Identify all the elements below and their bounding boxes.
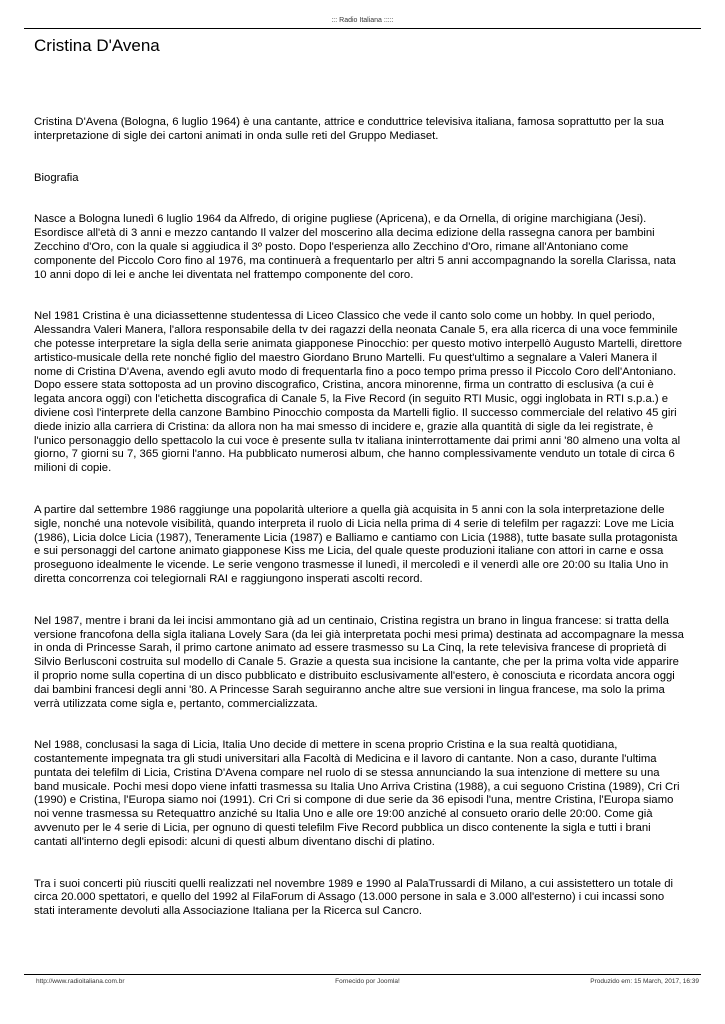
body-paragraph-4: Nel 1987, mentre i brani da lei incisi ammontano già ad un centinaio, Cristina registra un brano in lingua francese: si tratta della versione francofona della sigla italiana Lovely Sara (da lei già interpretata pochi mesi prima) destinata ad accompagnare la messa in onda di Princesse Sarah, il primo cartone animato ad essere trasmesso su La Cinq, la rete televisiva francese di proprietà di Silvio Berlusconi costruita sul modello di Canale 5. Grazie a questa sua incisione la cantante, che per la prima volta vide apparire il proprio nome sulla copertina di un disco pubblicato e distribuito esclusivamente all'estero, è conosciuta e ricordata ancora oggi dai bambini francesi degli anni '80. A Princesse Sarah seguiranno anche altre sue versioni in lingua francese, ma solo la prima verrà utilizzata come sigla e, pertanto, commercializzata. [34, 614, 684, 710]
header-divider [24, 28, 701, 29]
body-paragraph-2: Nel 1981 Cristina è una diciassettenne studentessa di Liceo Classico che vede il canto solo come un hobby. In quel periodo, Alessandra Valeri Manera, l'allora responsabile della tv dei ragazzi della neonata Canale 5, era alla ricerca di una voce femminile che potesse interpretare la sigla della serie animata giapponese Pinocchio: per questo motivo interpellò Augusto Martelli, direttore artistico-musicale della rete nonché figlio del maestro Giordano Bruno Martelli. Fu quest'ultimo a segnalare a Valeri Manera il nome di Cristina D'Avena, avendo egli avuto modo di frequentarla fino a poco tempo prima presso il Piccolo Coro dell'Antoniano. Dopo essere stata sottoposta ad un provino discografico, Cristina, ancora minorenne, firma un contratto di esclusiva (a cui è legata ancora oggi) con l'etichetta discografica di Canale 5, la Five Record (in seguito RTI Music, oggi inglobata in RTI s.p.a.) e diviene così l'interprete della canzone Bambino Pinocchio composta da Martelli figlio. Il successo commerciale del relativo 45 giri diede inizio alla carriera di Cristina: da allora non ha mai smesso di incidere e, grazie alla quantità di sigle da lei registrate, è l'unico personaggio dello spettacolo la cui voce è presente sulla tv italiana ininterrottamente dai primi anni '80 almeno una volta al giorno, 7 giorni su 7, 365 giorni l'anno. Ha pubblicato numerosi album, che hanno complessivamente venduto un totale di circa 6 milioni di copie. [34, 310, 683, 475]
footer-divider [24, 974, 701, 975]
article-title: Cristina D'Avena [34, 36, 160, 55]
body-paragraph-6: Tra i suoi concerti più riusciti quelli realizzati nel novembre 1989 e 1990 al PalaTrussardi di Milano, a cui assistettero un totale di circa 20.000 spettatori, e quello del 1992 al FilaForum di Assago (13.000 persone in sala e 3.000 all'esterno) i cui incassi sono stati interamente devoluti alla Associazione Italiana per la Ricerca sul Cancro. [34, 877, 674, 918]
body-paragraph-5: Nel 1988, conclusasi la saga di Licia, Italia Uno decide di mettere in scena proprio Cristina e la sua realtà quotidiana, costantemente impegnata tra gli studi universitari alla Facoltà di Medicina e il lavoro di cantante. Non a caso, durante l'ultima puntata dei telefilm di Licia, Cristina D'Avena compare nel ruolo di se stessa annunciando la sua intenzione di mettere su una band musicale. Pochi mesi dopo viene infatti trasmessa su Italia Uno Arriva Cristina (1988), a cui seguono Cristina (1989), Cri Cri (1990) e Cristina, l'Europa siamo noi (1991). Cri Cri si compone di due serie da 36 episodi l'una, mentre Cristina, l'Europa siamo noi venne trasmessa su Retequattro anziché su Italia Uno e alle ore 19:00 anziché al consueto orario delle 20:00. Come già avvenuto per le 4 serie di Licia, per ognuno di questi telefilm Five Record pubblica un disco contenente la sigla e tutti i brani cantati all'interno degli episodi: alcuni di questi album diventano dischi di platino. [34, 739, 680, 848]
body-paragraph-1: Nasce a Bologna lunedì 6 luglio 1964 da Alfredo, di origine pugliese (Apricena), e da Ornella, di origine marchigiana (Jesi). Esordisce all'età di 3 anni e mezzo cantando Il valzer del moscerino alla decima edizione della rassegna canora per bambini Zecchino d'Oro, con la quale si aggiudica il 3º posto. Dopo l'esperienza allo Zecchino d'Oro, rimane all'Antoniano come componente del Piccolo Coro fino al 1976, ma continuerà a frequentarlo per altri 5 anni accompagnando la sorella Clarissa, nata 10 anni dopo di lei e anche lei diventata nel frattempo componente del coro. [34, 213, 676, 281]
footer-url[interactable]: http://www.radioitaliana.com.br [36, 978, 125, 985]
intro-paragraph: Cristina D'Avena (Bologna, 6 luglio 1964) è una cantante, attrice e conduttrice televisiva italiana, famosa soprattutto per la sua interpretazione di sigle dei cartoni animati in onda sulle reti del Gruppo Mediaset. [34, 116, 664, 142]
article-body [34, 116, 686, 947]
body-paragraph-3: A partire dal settembre 1986 raggiunge una popolarità ulteriore a quella già acquisita in 5 anni con la sola interpretazione delle sigle, nonché una notevole visibilità, quando interpreta il ruolo di Licia nella prima di 4 serie di telefilm per ragazzi: Love me Licia (1986), Licia dolce Licia (1987), Teneramente Licia (1987) e Balliamo e cantiamo con Licia (1988), tutte basate sulla protagonista e sui personaggi del cartone animato giapponese Kiss me Licia, del quale queste produzioni italiane con attori in carne e ossa proseguono idealmente le vicende. Le serie vengono trasmesse il lunedì, il mercoledì e il venerdì alle ore 20:00 su Italia Uno in diretta concorrenza coi telegiornali RAI e raggiungono insperati ascolti record. [34, 503, 678, 585]
site-header: ::: Radio Italiana ::::: [331, 17, 394, 24]
footer-produced-date: Produzido em: 15 March, 2017, 16:39 [590, 978, 699, 985]
section-heading: Biografia [34, 171, 79, 184]
footer-powered-by: Fornecido por Joomla! [335, 978, 400, 985]
